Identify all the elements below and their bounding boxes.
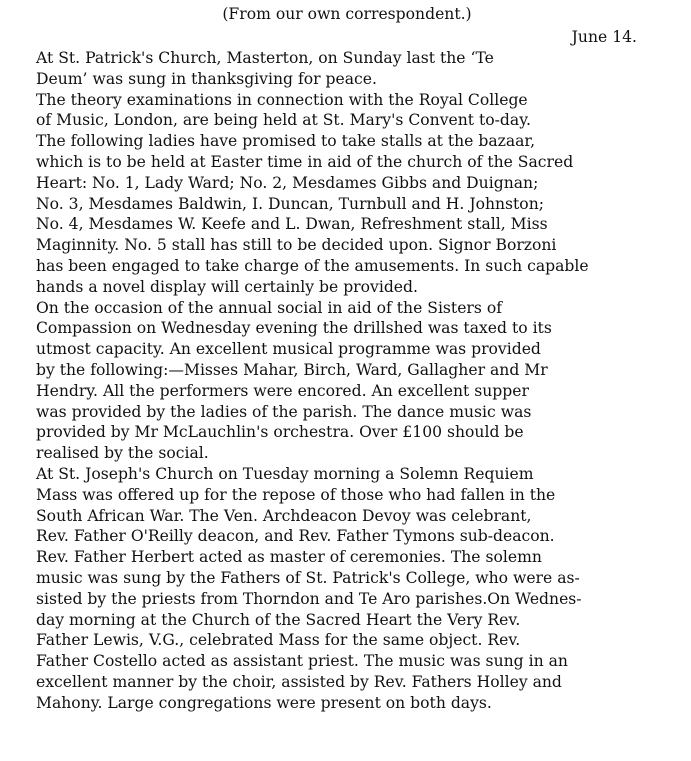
- text-line: Heart: No. 1, Lady Ward; No. 2, Mesdames Gibbs and Duignan;: [36, 173, 539, 192]
- text-line: At St. Joseph's Church on Tuesday morning a Solemn Requiem: [36, 464, 534, 483]
- text-line: On the occasion of the annual social in aid of the Sisters of: [36, 298, 503, 317]
- text-line: Compassion on Wednesday evening the drillshed was taxed to its: [36, 319, 552, 338]
- text-line: Mahony. Large congregations were present on both days.: [36, 693, 492, 712]
- paragraph-te-deum: [12, 48, 682, 90]
- text-line: realised by the social.: [36, 444, 209, 463]
- paragraph-requiem: [12, 464, 682, 714]
- text-line: day morning at the Church of the Sacred Heart the Very Rev.: [36, 610, 521, 629]
- text-line: No. 3, Mesdames Baldwin, I. Duncan, Turnbull and H. Johnston;: [36, 194, 544, 213]
- paragraph-social: [12, 298, 682, 464]
- text-line: South African War. The Ven. Archdeacon Devoy was celebrant,: [36, 506, 532, 525]
- text-line: by the following:—Misses Mahar, Birch, Ward, Gallagher and Mr: [36, 360, 548, 379]
- text-line: of Music, London, are being held at St. Mary's Convent to-day.: [36, 111, 531, 130]
- text-line: excellent manner by the choir, assisted by Rev. Fathers Holley and: [36, 672, 562, 691]
- text-line: hands a novel display will certainly be provided.: [36, 277, 418, 296]
- text-line: Rev. Father Herbert acted as master of ceremonies. The solemn: [36, 548, 542, 567]
- text-line: The following ladies have promised to take stalls at the bazaar,: [36, 132, 536, 151]
- text-line: has been engaged to take charge of the amusements. In such capable: [36, 256, 589, 275]
- text-line: sisted by the priests from Thorndon and Te Aro parishes.On Wednes-: [36, 589, 582, 608]
- text-line: provided by Mr McLauchlin's orchestra. Over £100 should be: [36, 423, 524, 442]
- dateline: June 14.: [571, 28, 637, 46]
- text-line: was provided by the ladies of the parish. The dance music was: [36, 402, 532, 421]
- text-line: music was sung by the Fathers of St. Patrick's College, who were as-: [36, 568, 580, 587]
- text-line: Father Costello acted as assistant priest. The music was sung in an: [36, 652, 568, 671]
- byline: (From our own correspondent.): [222, 5, 472, 23]
- text-line: which is to be held at Easter time in aid of the church of the Sacred: [36, 152, 574, 171]
- text-line: Deum’ was sung in thanksgiving for peace.: [36, 69, 377, 88]
- text-line: utmost capacity. An excellent musical programme was provided: [36, 340, 541, 359]
- text-line: At St. Patrick's Church, Masterton, on Sunday last the ‘Te: [36, 49, 494, 67]
- text-line: Rev. Father O'Reilly deacon, and Rev. Father Tymons sub-deacon.: [36, 527, 555, 546]
- text-line: Father Lewis, V.G., celebrated Mass for the same object. Rev.: [36, 631, 521, 650]
- text-line: Maginnity. No. 5 stall has still to be decided upon. Signor Borzoni: [36, 236, 557, 255]
- text-line: The theory examinations in connection with the Royal College: [36, 90, 528, 109]
- text-line: No. 4, Mesdames W. Keefe and L. Dwan, Refreshment stall, Miss: [36, 215, 548, 234]
- text-line: Mass was offered up for the repose of those who had fallen in the: [36, 485, 556, 504]
- paragraph-examinations: [12, 90, 682, 132]
- paragraph-bazaar: [12, 131, 682, 297]
- text-line: Hendry. All the performers were encored. An excellent supper: [36, 381, 529, 400]
